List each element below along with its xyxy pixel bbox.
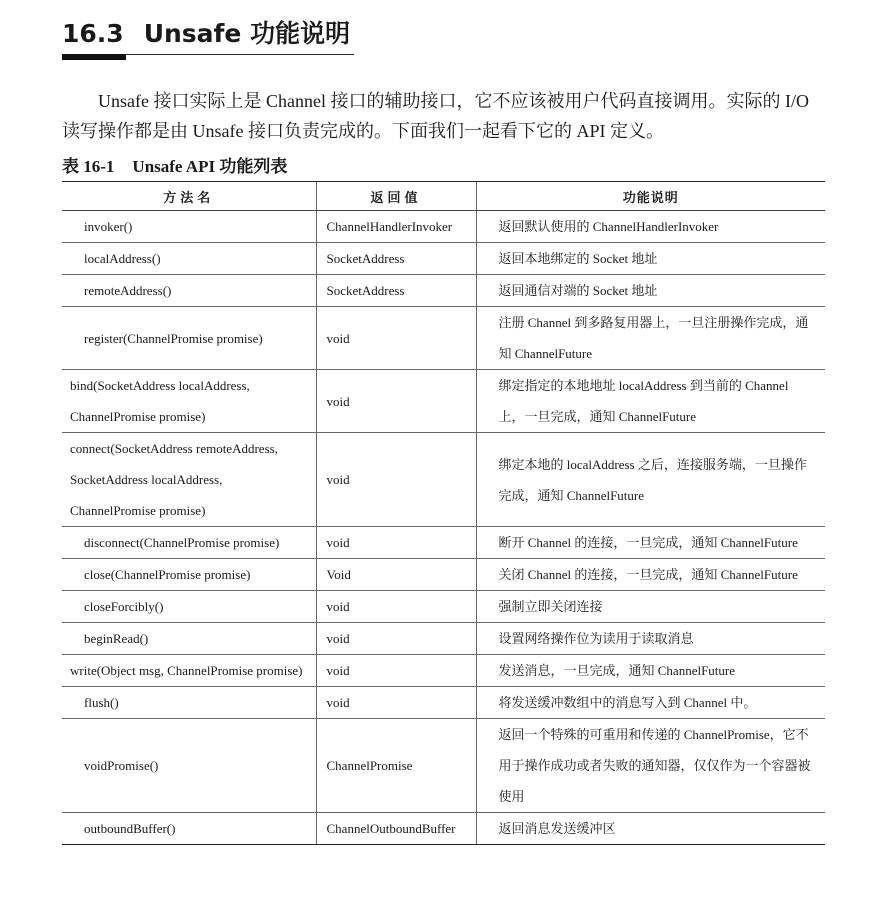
header-method-name: 方法名: [62, 182, 316, 211]
method-cell: remoteAddress(): [62, 275, 316, 307]
return-cell: void: [316, 623, 476, 655]
table-caption-title: Unsafe API 功能列表: [132, 157, 288, 176]
method-cell: register(ChannelPromise promise): [62, 307, 316, 370]
method-cell: flush(): [62, 687, 316, 719]
table-header-row: [62, 182, 825, 211]
unsafe-api-table: [62, 181, 825, 845]
description-cell: 断开 Channel 的连接，一旦完成，通知 ChannelFuture: [476, 527, 825, 559]
return-cell: ChannelOutboundBuffer: [316, 813, 476, 845]
description-cell: 返回本地绑定的 Socket 地址: [476, 243, 825, 275]
method-cell: closeForcibly(): [62, 591, 316, 623]
table-row: [62, 433, 825, 527]
description-cell: 注册 Channel 到多路复用器上，一旦注册操作完成，通知 ChannelFuture: [476, 307, 825, 370]
return-cell: Void: [316, 559, 476, 591]
description-cell: 设置网络操作位为读用于读取消息: [476, 623, 825, 655]
intro-paragraph: Unsafe 接口实际上是 Channel 接口的辅助接口，它不应该被用户代码直接调用。实际的 I/O 读写操作都是由 Unsafe 接口负责完成的。下面我们一起看下它的 API 定义。: [62, 91, 809, 141]
description-cell: 绑定指定的本地地址 localAddress 到当前的 Channel 上，一旦完成，通知 ChannelFuture: [476, 370, 825, 433]
return-cell: void: [316, 527, 476, 559]
return-cell: SocketAddress: [316, 243, 476, 275]
table-row: [62, 527, 825, 559]
description-cell: 绑定本地的 localAddress 之后，连接服务端，一旦操作完成，通知 ChannelFuture: [476, 433, 825, 527]
method-cell: write(Object msg, ChannelPromise promise): [62, 655, 316, 687]
table-caption: [62, 156, 287, 178]
section-heading: [62, 16, 354, 55]
return-cell: void: [316, 433, 476, 527]
method-cell: disconnect(ChannelPromise promise): [62, 527, 316, 559]
method-cell: localAddress(): [62, 243, 316, 275]
return-cell: ChannelPromise: [316, 719, 476, 813]
method-cell: bind(SocketAddress localAddress, ChannelPromise promise): [62, 370, 316, 433]
table-row: [62, 307, 825, 370]
table-row: [62, 813, 825, 845]
table-row: [62, 623, 825, 655]
description-cell: 关闭 Channel 的连接，一旦完成，通知 ChannelFuture: [476, 559, 825, 591]
method-cell: connect(SocketAddress remoteAddress, SocketAddress localAddress, ChannelPromise promise): [62, 433, 316, 527]
return-cell: void: [316, 591, 476, 623]
table-caption-number: 表 16-1: [62, 157, 115, 176]
table-row: [62, 370, 825, 433]
section-number: 16.3: [62, 16, 124, 52]
header-return-value: 返回值: [316, 182, 476, 211]
method-cell: voidPromise(): [62, 719, 316, 813]
table-row: [62, 719, 825, 813]
method-cell: beginRead(): [62, 623, 316, 655]
table-row: [62, 559, 825, 591]
description-cell: 返回一个特殊的可重用和传递的 ChannelPromise，它不用于操作成功或者失败的通知器，仅仅作为一个容器被使用: [476, 719, 825, 813]
return-cell: void: [316, 370, 476, 433]
return-cell: void: [316, 655, 476, 687]
description-cell: 返回通信对端的 Socket 地址: [476, 275, 825, 307]
table-row: [62, 275, 825, 307]
description-cell: 返回默认使用的 ChannelHandlerInvoker: [476, 211, 825, 243]
section-title: Unsafe 功能说明: [143, 19, 351, 48]
return-cell: void: [316, 687, 476, 719]
description-cell: 返回消息发送缓冲区: [476, 813, 825, 845]
method-cell: invoker(): [62, 211, 316, 243]
method-cell: outboundBuffer(): [62, 813, 316, 845]
method-cell: close(ChannelPromise promise): [62, 559, 316, 591]
header-description: 功能说明: [476, 182, 825, 211]
table-row: [62, 211, 825, 243]
table-row: [62, 243, 825, 275]
table-row: [62, 687, 825, 719]
return-cell: ChannelHandlerInvoker: [316, 211, 476, 243]
table-row: [62, 591, 825, 623]
table-row: [62, 655, 825, 687]
description-cell: 强制立即关闭连接: [476, 591, 825, 623]
description-cell: 将发送缓冲数组中的消息写入到 Channel 中。: [476, 687, 825, 719]
return-cell: void: [316, 307, 476, 370]
description-cell: 发送消息，一旦完成，通知 ChannelFuture: [476, 655, 825, 687]
return-cell: SocketAddress: [316, 275, 476, 307]
